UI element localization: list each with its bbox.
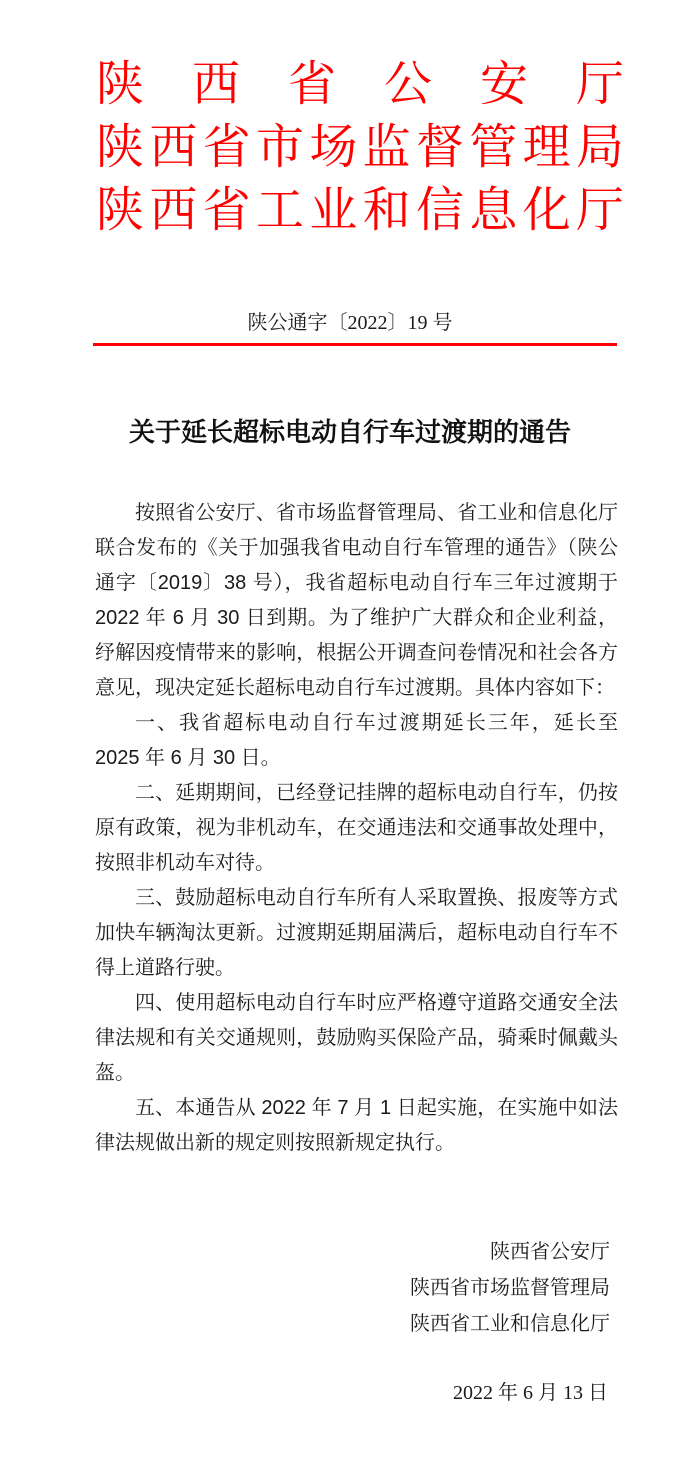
signature-issuer-2: 陕西省市场监督管理局 xyxy=(410,1277,610,1299)
issue-date: 2022 年 6 月 13 日 xyxy=(453,1382,608,1404)
signature-block xyxy=(0,1234,610,1342)
letterhead-issuer-3: 陕西省工业和信息化厅 xyxy=(96,184,624,237)
signature-issuer-3: 陕西省工业和信息化厅 xyxy=(410,1313,610,1335)
red-divider-rule xyxy=(93,343,617,346)
body-paragraph-intro: 按照省公安厅、省市场监督管理局、省工业和信息化厅联合发布的《关于加强我省电动自行车管理的通告》（陕公通字〔2019〕38 号），我省超标电动自行车三年过渡期于 2022 年 6 月 30 日到期。为了维护广大群众和企业利益，纾解因疫情带来的影响，根据公开调查问卷情况和社会各方意见，现决定延长超标电动自行车过渡期。具体内容如下： xyxy=(95,502,618,699)
letterhead xyxy=(0,0,700,242)
letterhead-issuer-1: 陕西省公安厅 xyxy=(96,58,624,111)
notice-body xyxy=(95,496,618,1154)
body-paragraph-item-1: 一、我省超标电动自行车过渡期延长三年，延长至 2025 年 6 月 30 日。 xyxy=(95,712,618,769)
document-number: 陕公通字〔2022〕19 号 xyxy=(247,312,453,334)
body-paragraph-item-3: 三、鼓励超标电动自行车所有人采取置换、报废等方式加快车辆淘汰更新。过渡期延期届满后，超标电动自行车不得上道路行驶。 xyxy=(95,887,618,979)
body-paragraph-item-4: 四、使用超标电动自行车时应严格遵守道路交通安全法律法规和有关交通规则，鼓励购买保险产品，骑乘时佩戴头盔。 xyxy=(95,992,618,1084)
letterhead-issuer-2: 陕西省市场监督管理局 xyxy=(96,121,624,174)
signature-issuer-1: 陕西省公安厅 xyxy=(490,1241,610,1263)
body-paragraph-item-5: 五、本通告从 2022 年 7 月 1 日起实施，在实施中如法律法规做出新的规定则按照新规定执行。 xyxy=(95,1097,618,1154)
body-paragraph-item-2: 二、延期期间，已经登记挂牌的超标电动自行车，仍按原有政策，视为非机动车，在交通违法和交通事故处理中，按照非机动车对待。 xyxy=(95,782,618,874)
notice-title: 关于延长超标电动自行车过渡期的通告 xyxy=(128,417,571,447)
